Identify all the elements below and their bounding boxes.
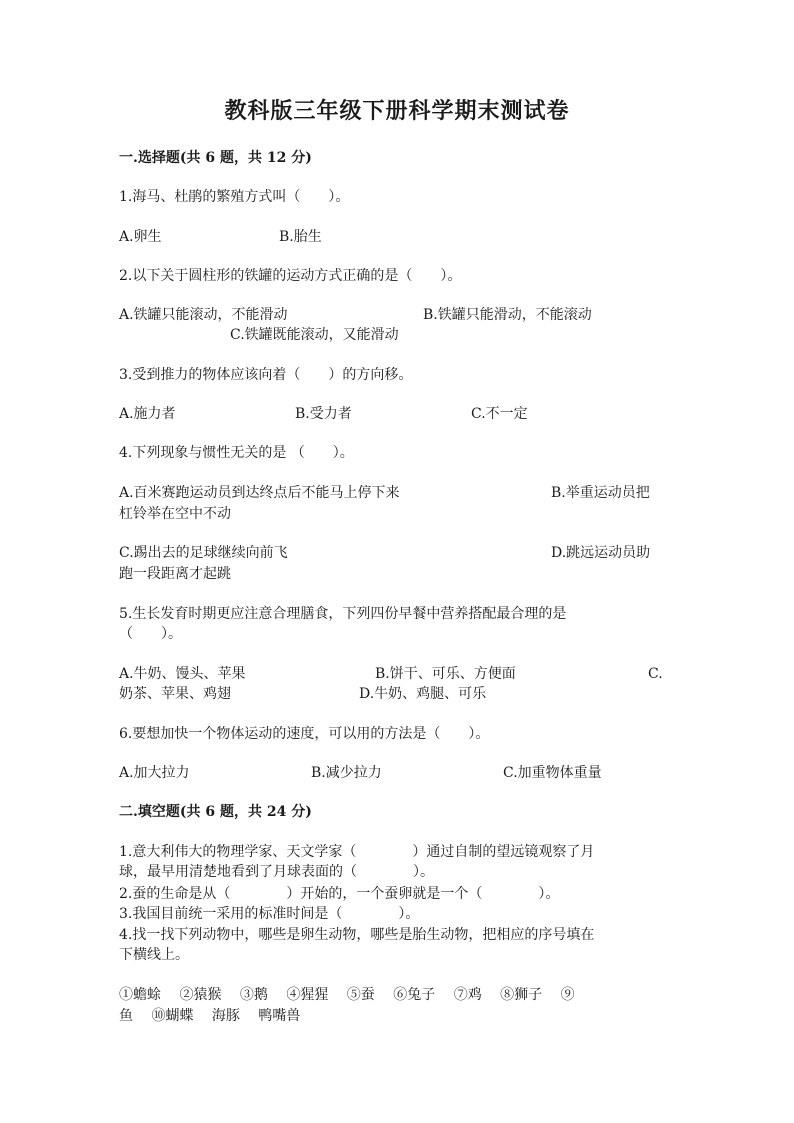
q5-stem-continued: （ ）。 <box>119 626 182 642</box>
fill-q1: 1.意大利伟大的物理学家、天文学家（ ）通过自制的望远镜观察了月 <box>119 844 595 860</box>
q4-option-d-continued: 跑一段距离才起跳 <box>119 566 231 582</box>
q2-option-a: A.铁罐只能滚动，不能滑动 <box>119 307 288 323</box>
q6-option-a: A.加大拉力 <box>119 765 190 781</box>
exam-title: 教科版三年级下册科学期末测试卷 <box>224 98 570 124</box>
section2-heading: 二.填空题(共 6 题，共 24 分) <box>119 804 312 820</box>
q3-option-a: A.施力者 <box>119 406 176 422</box>
fill-q3: 3.我国目前统一采用的标准时间是（ ）。 <box>119 906 420 922</box>
q4-option-a: A.百米赛跑运动员到达终点后不能马上停下来 <box>119 485 400 501</box>
q5-stem: 5.生长发育时期更应注意合理膳食，下列四份早餐中营养搭配最合理的是 <box>119 606 567 622</box>
q5-option-c-continued: 奶茶、苹果、鸡翅 <box>119 686 231 702</box>
q5-option-d: D.牛奶、鸡腿、可乐 <box>359 686 487 702</box>
fill-q4: 4.找一找下列动物中，哪些是卵生动物，哪些是胎生动物，把相应的序号填在 <box>119 927 595 943</box>
q4-option-b: B.举重运动员把 <box>551 485 650 501</box>
animal-list: ①蟾蜍 ②猿猴 ③鹅 ④猩猩 ⑤蚕 ⑥兔子 ⑦鸡 ⑧狮子 ⑨ <box>119 987 575 1003</box>
q4-stem: 4.下列现象与惯性无关的是 （ ）。 <box>119 445 354 461</box>
q6-option-b: B.减少拉力 <box>311 765 382 781</box>
fill-q2: 2.蚕的生命是从（ ）开始的，一个蚕卵就是一个（ ）。 <box>119 886 560 902</box>
q3-stem: 3.受到推力的物体应该向着（ ）的方向移。 <box>119 367 413 383</box>
q3-option-b: B.受力者 <box>295 406 352 422</box>
section1-heading: 一.选择题(共 6 题，共 12 分) <box>119 150 312 166</box>
fill-q4-continued: 下横线上。 <box>119 947 189 963</box>
q5-option-c: C. <box>648 666 663 682</box>
fill-q1-continued: 球，最早用清楚地看到了月球表面的（ ）。 <box>119 864 434 880</box>
q6-stem: 6.要想加快一个物体运动的速度，可以用的方法是（ ）。 <box>119 726 490 742</box>
q2-option-b: B.铁罐只能滑动，不能滚动 <box>423 307 592 323</box>
q2-option-c: C.铁罐既能滚动，又能滑动 <box>230 327 399 343</box>
q2-stem: 2.以下关于圆柱形的铁罐的运动方式正确的是（ ）。 <box>119 268 462 284</box>
q3-option-c: C.不一定 <box>471 406 528 422</box>
q4-option-d: D.跳远运动员助 <box>551 545 651 561</box>
q5-option-a: A.牛奶、馒头、苹果 <box>119 666 246 682</box>
q1-option-b: B.胎生 <box>279 229 322 245</box>
q5-option-b: B.饼干、可乐、方便面 <box>375 666 516 682</box>
q4-option-b-continued: 杠铃举在空中不动 <box>119 506 231 522</box>
q1-option-a: A.卵生 <box>119 229 162 245</box>
animal-list-continued: 鱼 ⑩蝴蝶 海豚 鸭嘴兽 <box>119 1008 301 1024</box>
q1-stem: 1.海马、杜鹃的繁殖方式叫（ ）。 <box>119 189 350 205</box>
q4-option-c: C.踢出去的足球继续向前飞 <box>119 545 288 561</box>
q6-option-c: C.加重物体重量 <box>503 765 602 781</box>
